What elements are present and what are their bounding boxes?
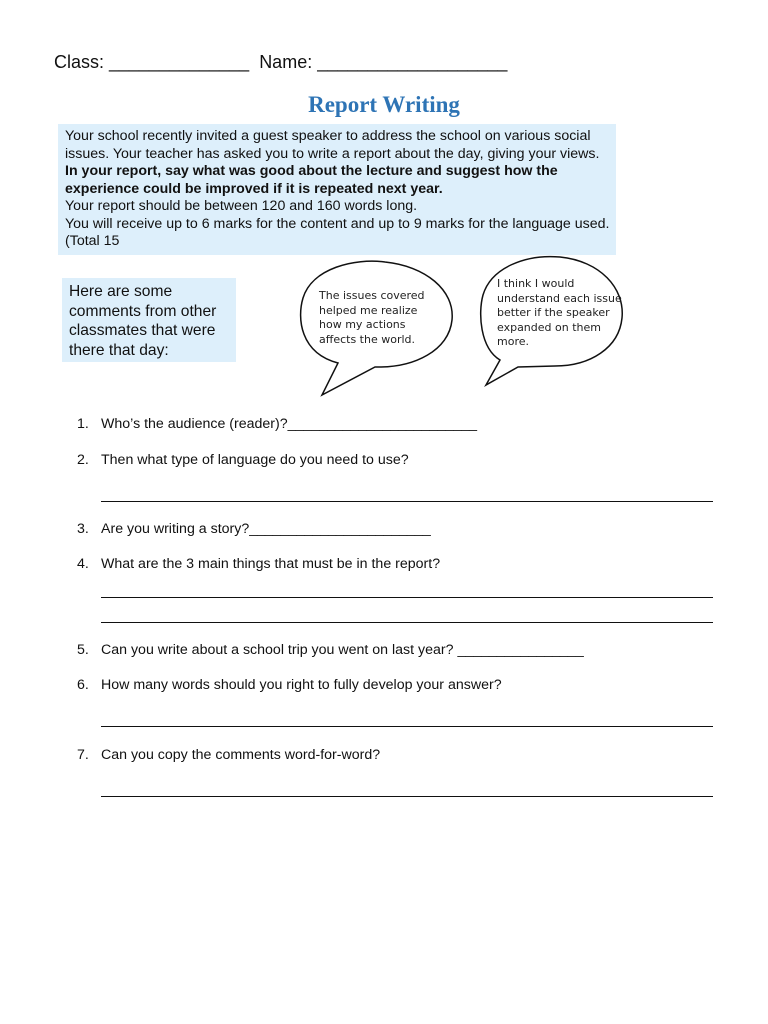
question-text: Can you write about a school trip you went on last year? ________________: [101, 642, 584, 658]
question-number: 6.: [77, 677, 89, 693]
answer-line-q4-1[interactable]: [101, 597, 713, 598]
question-text: Who’s the audience (reader)?________________________: [101, 416, 478, 432]
question-text: How many words should you right to fully develop your answer?: [101, 677, 502, 693]
question-text: Then what type of language do you need to use?: [101, 452, 409, 468]
comments-intro-box: Here are some comments from other classmates that were there that day:: [62, 278, 236, 362]
prompt-instruction: In your report, say what was good about the lecture and suggest how the experience could be improved if it is repeated next year.: [65, 163, 558, 197]
question-number: 7.: [77, 747, 89, 763]
answer-line-q2[interactable]: [101, 501, 713, 502]
question-text: Can you copy the comments word-for-word?: [101, 747, 381, 763]
question-number: 3.: [77, 521, 89, 537]
speech-bubble-1-text: The issues covered helped me realize how my actions affects the world.: [319, 289, 425, 346]
answer-line-q4-2[interactable]: [101, 622, 713, 623]
answer-line-q7[interactable]: [101, 796, 713, 797]
prompt-marks: You will receive up to 6 marks for the content and up to 9 marks for the language used. (Total 15: [65, 215, 610, 249]
page-title: Report Writing: [308, 92, 460, 117]
speech-bubbles: [0, 0, 768, 420]
speech-bubble-2-text: I think I would understand each issue better if the speaker expanded on them more.: [497, 277, 622, 348]
answer-line-q6[interactable]: [101, 726, 713, 727]
prompt-word-limit: Your report should be between 120 and 160 words long.: [65, 198, 418, 214]
question-text: Are you writing a story?_______________________: [101, 521, 431, 537]
question-number: 5.: [77, 642, 89, 658]
question-number: 2.: [77, 452, 89, 468]
name-field-label[interactable]: Name: ___________________: [259, 52, 508, 72]
question-number: 1.: [77, 416, 89, 432]
question-number: 4.: [77, 556, 89, 572]
prompt-intro: Your school recently invited a guest speaker to address the school on various social issues. Your teacher has asked you to write a report about the day, giving your views.: [65, 128, 600, 162]
question-text: What are the 3 main things that must be in the report?: [101, 556, 441, 572]
class-field-label[interactable]: Class: ______________: [54, 52, 250, 72]
